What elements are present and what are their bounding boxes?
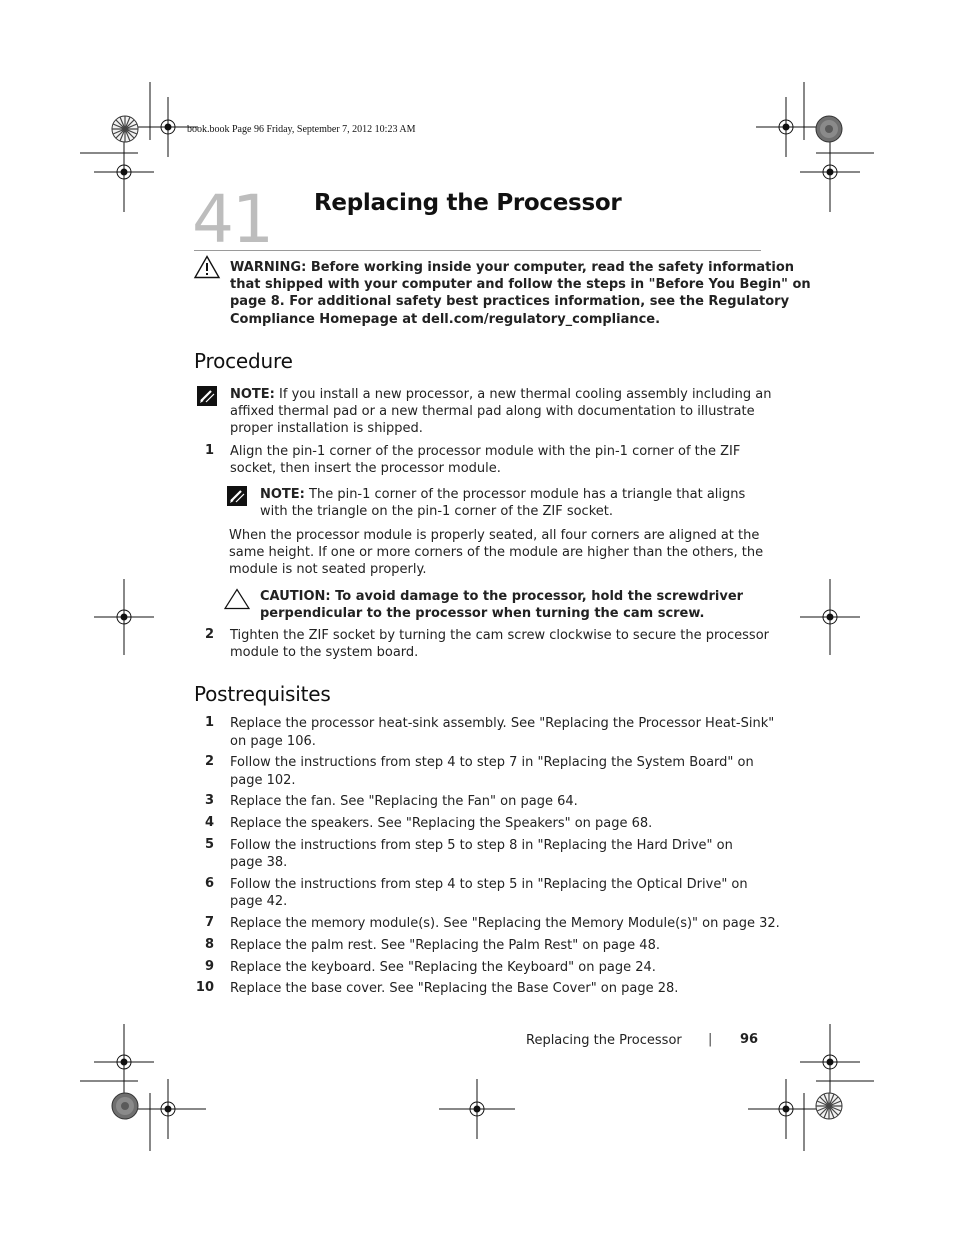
- warning-line: page 8. For additional safety best practices information, see the Regulatory: [230, 294, 790, 310]
- registration-mark-icon: [94, 579, 154, 655]
- list-line: Replace the base cover. See "Replacing the Base Cover" on page 28.: [230, 981, 679, 996]
- list-number: 3: [204, 793, 214, 808]
- list-number: 6: [204, 876, 214, 891]
- note-procedure: [230, 386, 771, 438]
- list-number: 8: [204, 937, 214, 952]
- list-item: [230, 793, 578, 810]
- step-text: [230, 627, 769, 661]
- list-item: [230, 815, 652, 832]
- warning-line: that shipped with your computer and follow the steps in "Before You Begin" on: [230, 277, 811, 293]
- note-text: proper installation is shipped.: [230, 421, 423, 437]
- caution-text: [260, 588, 743, 622]
- caution-line: perpendicular to the processor when turning the cam screw.: [260, 606, 705, 622]
- registration-mark-icon: [800, 132, 860, 212]
- list-item: [230, 959, 656, 976]
- list-item: [230, 754, 754, 789]
- color-wheel-icon: [815, 115, 843, 143]
- paragraph-line: same height. If one or more corners of the module are higher than the others, the: [229, 545, 764, 561]
- seated-paragraph: [229, 527, 763, 579]
- caution-line: CAUTION: To avoid damage to the processor, hold the screwdriver: [260, 589, 744, 604]
- list-line: Replace the palm rest. See "Replacing the Palm Rest" on page 48.: [230, 938, 660, 953]
- note-text: If you install a new processor, a new thermal cooling assembly including an: [274, 387, 772, 402]
- procedure-heading: Procedure: [194, 349, 293, 373]
- list-line: Follow the instructions from step 4 to step 7 in "Replacing the System Board" on: [230, 755, 754, 770]
- chapter-number: 41: [192, 181, 272, 258]
- title-rule: [194, 250, 761, 251]
- warning-text: [230, 259, 811, 328]
- step-line: Tighten the ZIF socket by turning the cam screw clockwise to secure the processor: [230, 628, 770, 643]
- note-text: affixed thermal pad or a new thermal pad along with documentation to illustrate: [230, 404, 755, 420]
- footer-separator: |: [708, 1032, 713, 1047]
- step-text: [230, 443, 740, 477]
- color-wheel-icon: [111, 1092, 139, 1120]
- note-text: The pin-1 corner of the processor module has a triangle that aligns: [304, 487, 746, 502]
- note-pin1: [260, 486, 745, 520]
- print-slug: book.book Page 96 Friday, September 7, 2012 10:23 AM: [187, 124, 416, 135]
- note-label: NOTE:: [260, 487, 305, 502]
- registration-mark-icon: [94, 132, 154, 212]
- list-number: 2: [204, 754, 214, 769]
- color-wheel-icon: [815, 1092, 843, 1120]
- list-line: Replace the speakers. See "Replacing the Speakers" on page 68.: [230, 816, 653, 831]
- list-line: page 38.: [230, 855, 288, 871]
- warning-triangle-icon: [194, 255, 220, 279]
- caution-triangle-icon: [224, 588, 250, 610]
- list-number: 10: [195, 980, 214, 995]
- note-pencil-icon: [227, 486, 247, 506]
- list-line: page 102.: [230, 773, 296, 789]
- list-line: Replace the fan. See "Replacing the Fan" on page 64.: [230, 794, 578, 809]
- postrequisites-heading: Postrequisites: [194, 682, 331, 706]
- list-number: 4: [204, 815, 214, 830]
- list-item: [230, 837, 733, 871]
- note-label: NOTE:: [230, 387, 275, 402]
- list-line: Replace the keyboard. See "Replacing the Keyboard" on page 24.: [230, 960, 656, 975]
- note-pencil-icon: [197, 386, 217, 406]
- list-item: [230, 937, 660, 954]
- step-number: 1: [204, 443, 214, 458]
- list-item: [230, 915, 780, 932]
- list-item: [230, 876, 748, 910]
- step-line: module to the system board.: [230, 645, 419, 661]
- registration-mark-icon: [439, 1079, 515, 1139]
- registration-mark-icon: [748, 1079, 824, 1139]
- list-item: [230, 715, 774, 750]
- paragraph-line: module is not seated properly.: [229, 562, 427, 578]
- list-line: on page 106.: [230, 734, 316, 750]
- warning-line: Compliance Homepage at dell.com/regulatory_compliance.: [230, 311, 661, 327]
- list-number: 5: [204, 837, 214, 852]
- list-number: 9: [204, 959, 214, 974]
- list-item: [230, 980, 678, 997]
- registration-mark-icon: [800, 579, 860, 655]
- page-number: 96: [740, 1032, 759, 1047]
- list-line: Replace the processor heat-sink assembly. See "Replacing the Processor Heat-Sink": [230, 716, 775, 731]
- list-number: 1: [204, 715, 214, 730]
- footer-section-title: Replacing the Processor: [526, 1033, 682, 1048]
- step-line: socket, then insert the processor module.: [230, 461, 501, 477]
- chapter-title: Replacing the Processor: [314, 190, 622, 216]
- step-line: Align the pin-1 corner of the processor module with the pin-1 corner of the ZIF: [230, 444, 741, 459]
- step-number: 2: [204, 627, 214, 642]
- note-text: with the triangle on the pin-1 corner of the ZIF socket.: [260, 504, 613, 520]
- registration-mark-icon: [130, 1079, 206, 1139]
- warning-line: WARNING: Before working inside your computer, read the safety information: [230, 260, 795, 275]
- list-number: 7: [204, 915, 214, 930]
- list-line: Follow the instructions from step 5 to step 8 in "Replacing the Hard Drive" on: [230, 838, 733, 853]
- list-line: Follow the instructions from step 4 to step 5 in "Replacing the Optical Drive" on: [230, 877, 748, 892]
- list-line: Replace the memory module(s). See "Replacing the Memory Module(s)" on page 32.: [230, 916, 780, 931]
- paragraph-line: When the processor module is properly seated, all four corners are aligned at the: [229, 528, 760, 543]
- color-wheel-icon: [111, 115, 139, 143]
- list-line: page 42.: [230, 894, 288, 910]
